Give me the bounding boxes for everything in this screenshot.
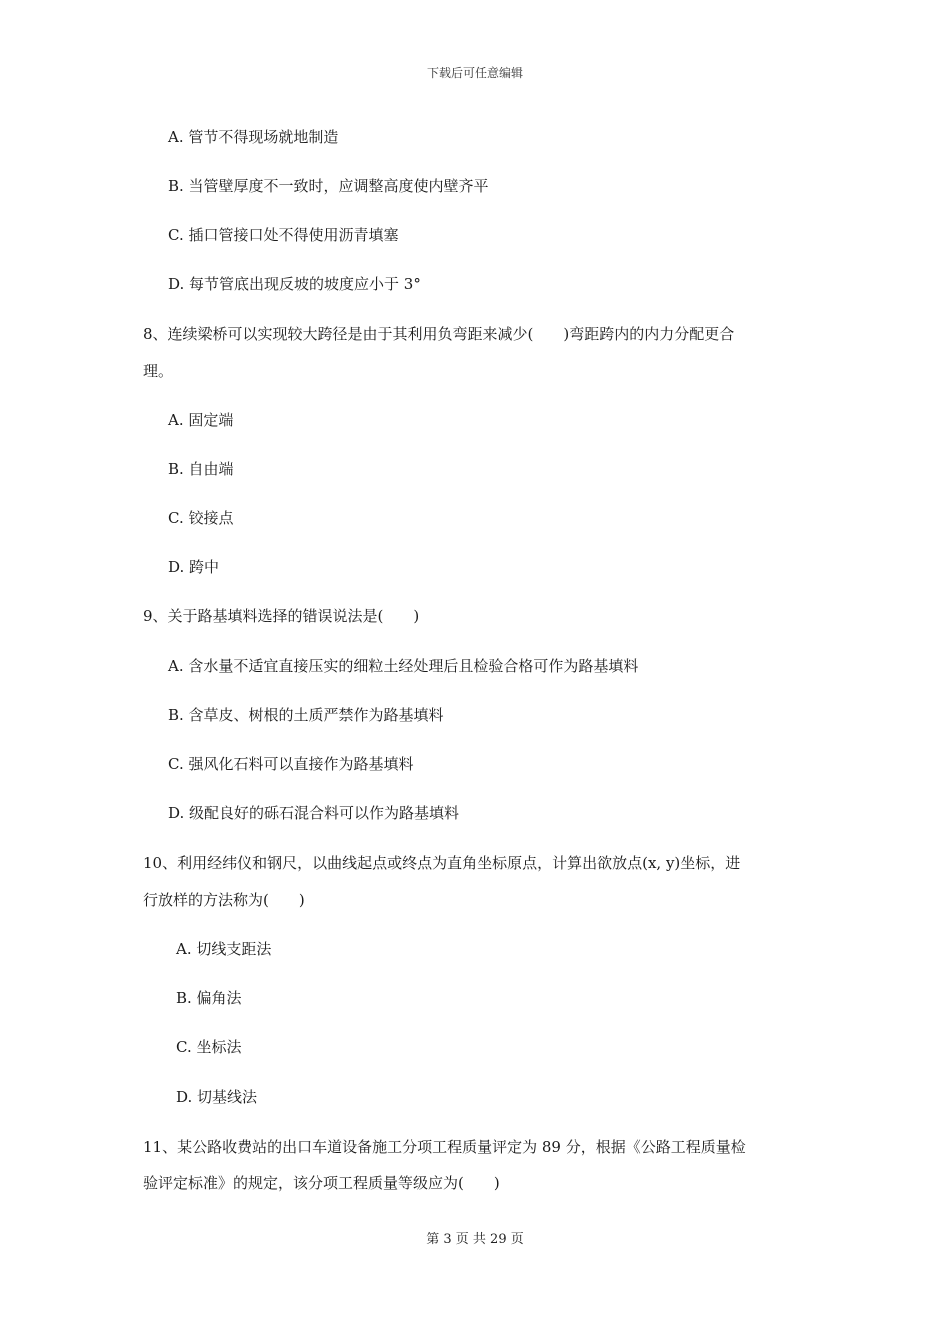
q9-option-b: B. 含草皮、树根的土质严禁作为路基填料 — [168, 706, 444, 724]
q7-option-b: B. 当管壁厚度不一致时，应调整高度使内壁齐平 — [168, 177, 489, 195]
q8-option-b: B. 自由端 — [168, 460, 234, 478]
q10-option-c: C. 坐标法 — [176, 1038, 242, 1056]
q9-stem: 9、关于路基填料选择的错误说法是( ) — [143, 607, 420, 625]
q9-option-c: C. 强风化石料可以直接作为路基填料 — [168, 755, 414, 773]
q7-option-a: A. 管节不得现场就地制造 — [168, 128, 339, 146]
q11-stem-line1: 11、某公路收费站的出口车道设备施工分项工程质量评定为 89 分，根据《公路工程质量检 — [143, 1138, 746, 1156]
q8-option-a: A. 固定端 — [168, 411, 234, 429]
page-footer: 第 3 页 共 29 页 — [426, 1232, 524, 1247]
q8-stem-line2: 理。 — [143, 362, 174, 380]
q7-option-c: C. 插口管接口处不得使用沥青填塞 — [168, 226, 399, 244]
q11-stem-line2: 验评定标准》的规定，该分项工程质量等级应为( ) — [143, 1174, 500, 1192]
page-header: 下载后可任意编辑 — [426, 66, 523, 80]
q10-stem-line1: 10、利用经纬仪和钢尺，以曲线起点或终点为直角坐标原点，计算出欲放点(x, y)坐标，进 — [143, 854, 741, 872]
q8-stem-line1: 8、连续梁桥可以实现较大跨径是由于其利用负弯距来减少( )弯距跨内的内力分配更合 — [143, 325, 735, 343]
q10-option-b: B. 偏角法 — [176, 989, 242, 1007]
q10-option-a: A. 切线支距法 — [176, 940, 272, 958]
q10-stem-line2: 行放样的方法称为( ) — [143, 891, 305, 909]
q7-option-d: D. 每节管底出现反坡的坡度应小于 3° — [168, 275, 421, 293]
q8-option-d: D. 跨中 — [168, 558, 220, 576]
q8-option-c: C. 铰接点 — [168, 509, 234, 527]
q9-option-d: D. 级配良好的砾石混合料可以作为路基填料 — [168, 804, 460, 822]
q9-option-a: A. 含水量不适宜直接压实的细粒土经处理后且检验合格可作为路基填料 — [168, 657, 639, 675]
q10-option-d: D. 切基线法 — [176, 1088, 258, 1106]
